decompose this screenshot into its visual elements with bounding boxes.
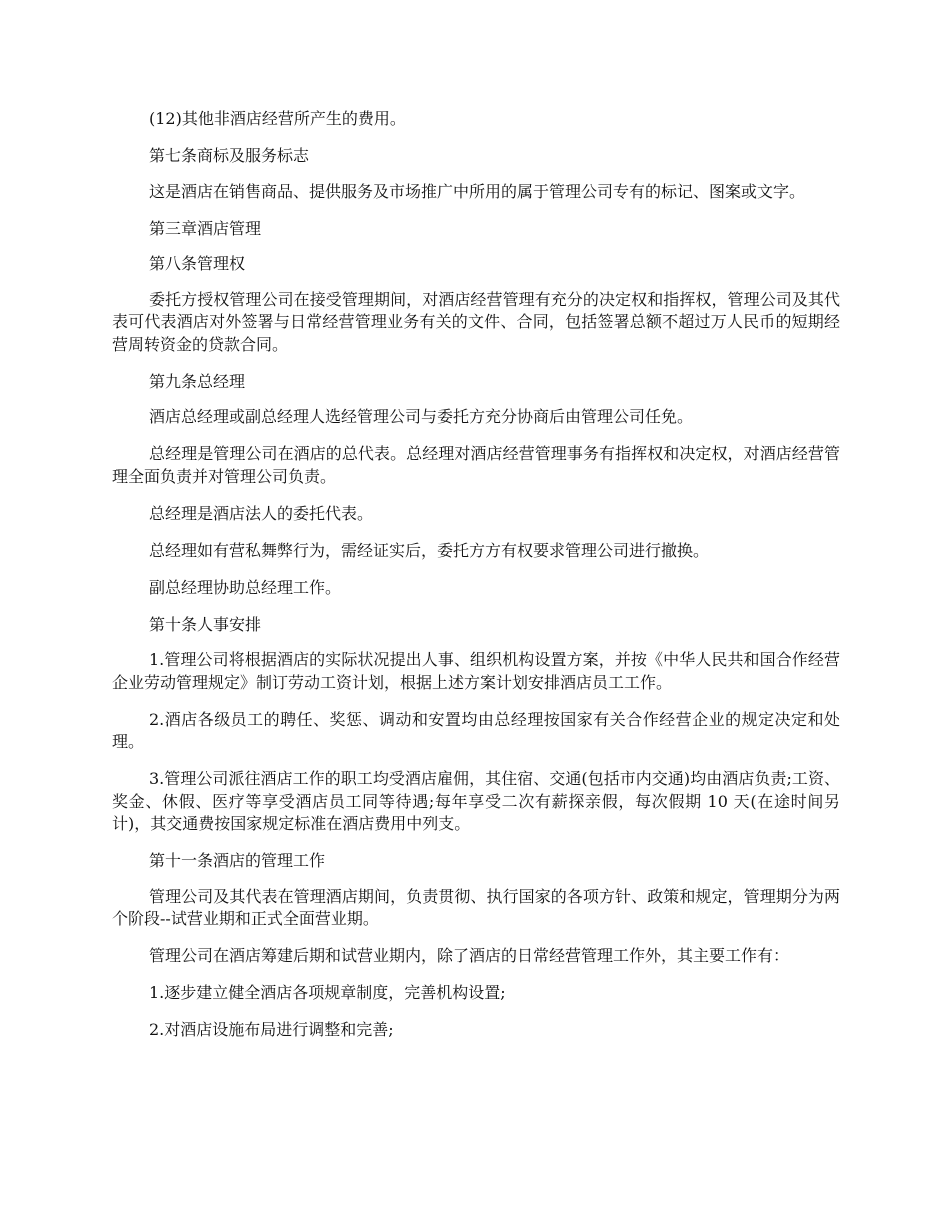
paragraph-12-other-expenses: (12)其他非酒店经营所产生的费用。 bbox=[149, 109, 406, 128]
article-10-item-2: 2.酒店各级员工的聘任、奖惩、调动和安置均由总经理按国家有关合作经营企业的规定决定和处理。 bbox=[112, 709, 840, 751]
article-8-heading: 第八条管理权 bbox=[149, 254, 246, 273]
article-7-heading: 第七条商标及服务标志 bbox=[149, 146, 310, 165]
article-9-heading: 第九条总经理 bbox=[149, 371, 246, 391]
article-10-item-3: 3.管理公司派往酒店工作的职工均受酒店雇佣，其住宿、交通(包括市内交通)均由酒店负责;工资、奖金、休假、医疗等享受酒店员工同等待遇;每年享受二次有薪探亲假，每次假期 10 天(在途时间另计)，其交通费按国家规定标准在酒店费用中列支。 bbox=[112, 769, 840, 833]
article-9-gm-removal: 总经理如有营私舞弊行为，需经证实后，委托方方有权要求管理公司进行撤换。 bbox=[149, 540, 710, 560]
article-11-body: 管理公司及其代表在管理酒店期间，负责贯彻、执行国家的各项方针、政策和规定，管理期分为两个阶段--试营业期和正式全面营业期。 bbox=[112, 886, 840, 928]
article-8-body: 委托方授权管理公司在接受管理期间，对酒店经营管理有充分的决定权和指挥权，管理公司及其代表可代表酒店对外签署与日常经营管理业务有关的文件、合同，包括签署总额不超过万人民币的短期经营周转资金的贷款合同。 bbox=[112, 289, 840, 354]
article-7-body: 这是酒店在销售商品、提供服务及市场推广中所用的属于管理公司专有的标记、图案或文字。 bbox=[149, 181, 806, 201]
chapter-3-heading: 第三章酒店管理 bbox=[149, 218, 262, 238]
article-10-heading: 第十条人事安排 bbox=[149, 614, 262, 634]
article-11-heading: 第十一条酒店的管理工作 bbox=[149, 851, 326, 870]
article-9-gm-representative: 总经理是酒店法人的委托代表。 bbox=[149, 503, 374, 523]
article-9-gm-role: 总经理是管理公司在酒店的总代表。总经理对酒店经营管理事务有指挥权和决定权，对酒店经营管理全面负责并对管理公司负责。 bbox=[112, 444, 840, 486]
article-10-item-1: 1.管理公司将根据酒店的实际状况提出人事、组织机构设置方案，并按《中华人民共和国合作经营企业劳动管理规定》制订劳动工资计划，根据上述方案计划安排酒店员工工作。 bbox=[112, 650, 840, 692]
document-page bbox=[112, 108, 840, 1056]
article-11-main-work: 管理公司在酒店筹建后期和试营业期内，除了酒店的日常经营管理工作外，其主要工作有： bbox=[149, 946, 790, 965]
article-9-appointment: 酒店总经理或副总经理人选经管理公司与委托方充分协商后由管理公司任免。 bbox=[149, 407, 694, 426]
article-11-item-2: 2.对酒店设施布局进行调整和完善; bbox=[149, 1020, 394, 1039]
article-9-deputy-gm: 副总经理协助总经理工作。 bbox=[149, 577, 342, 597]
article-11-item-1: 1.逐步建立健全酒店各项规章制度，完善机构设置; bbox=[149, 983, 506, 1002]
